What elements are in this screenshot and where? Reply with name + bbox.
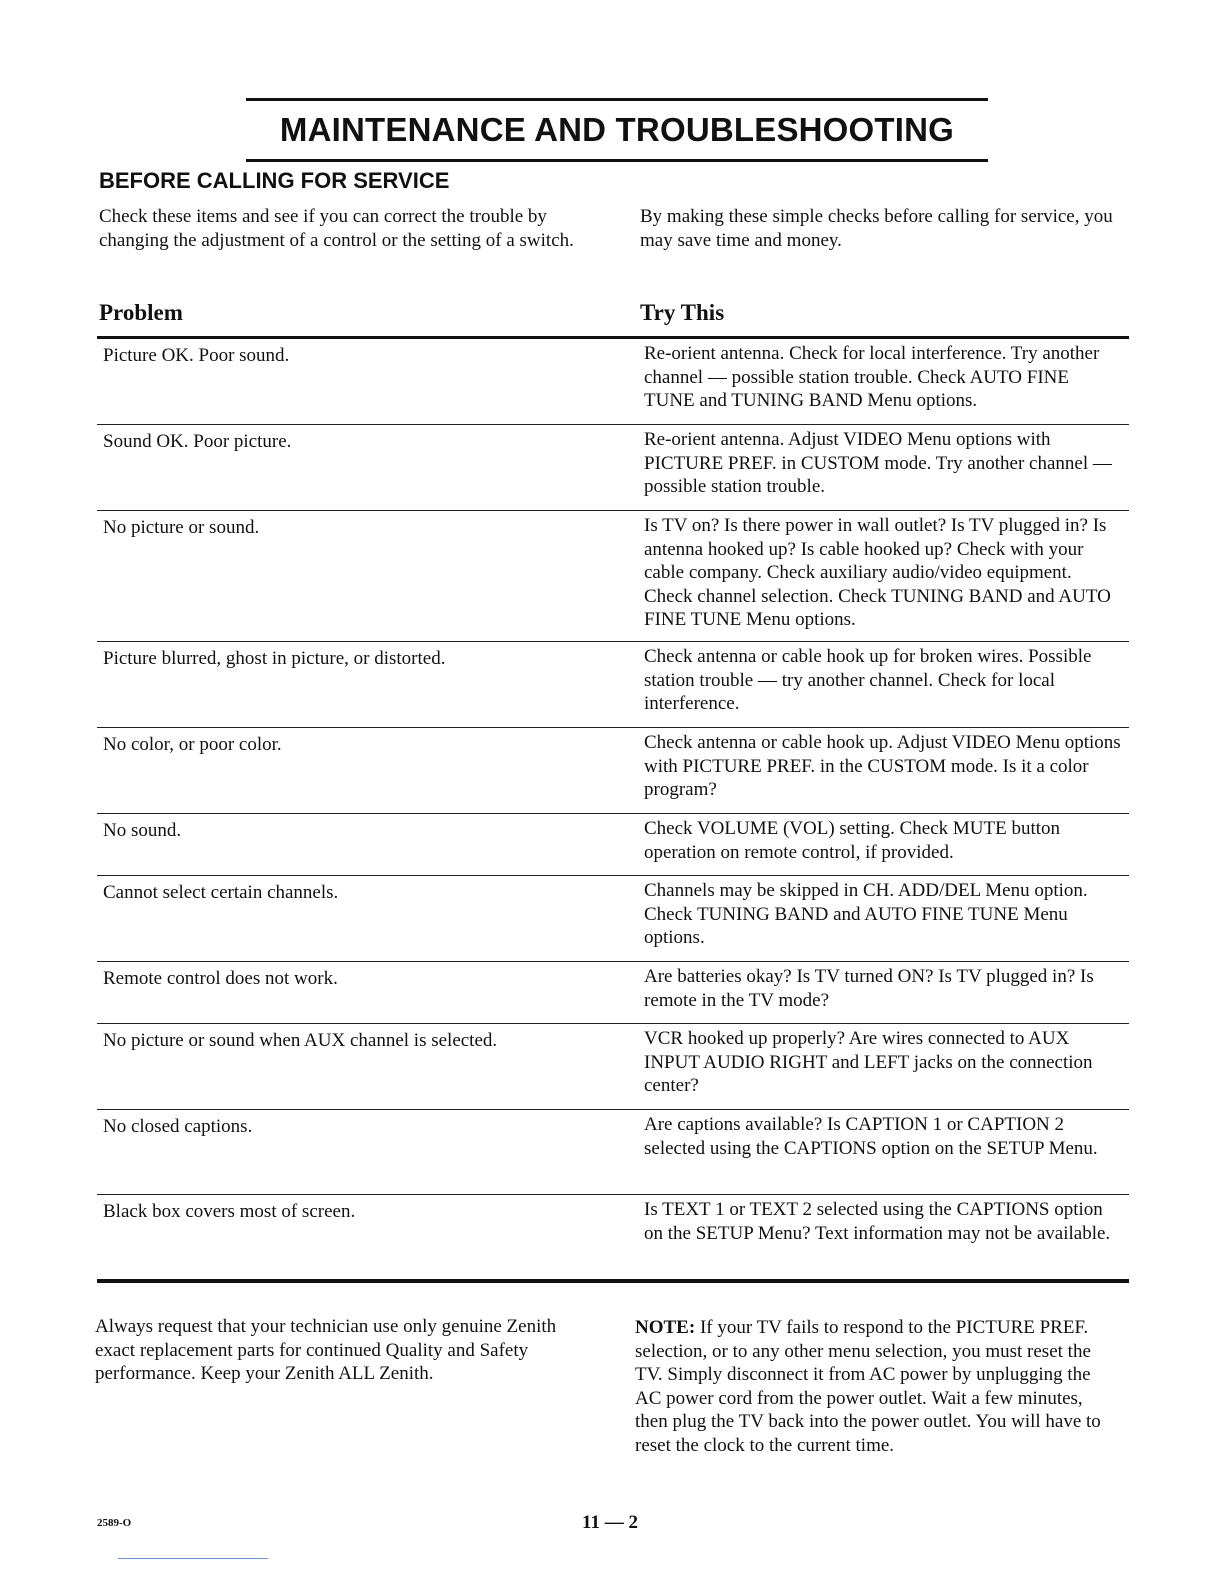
try-this-column-header: Try This: [640, 300, 725, 325]
document-code: 2589-O: [97, 1517, 132, 1529]
page-number: 11 — 2: [582, 1512, 638, 1533]
problem-cell: No color, or poor color.: [103, 734, 282, 755]
table-row: [97, 642, 1129, 728]
solution-cell: Channels may be skipped in CH. ADD/DEL Menu option. Check TUNING BAND and AUTO FINE TUNE Menu options.: [644, 880, 1088, 948]
intro-right-paragraph: By making these simple checks before calling for service, you may save time and money.: [640, 206, 1113, 251]
solution-cell: Check antenna or cable hook up. Adjust VIDEO Menu options with PICTURE PREF. in the CUSTOM mode. Is it a color program?: [644, 732, 1121, 800]
solution-cell: VCR hooked up properly? Are wires connected to AUX INPUT AUDIO RIGHT and LEFT jacks on the connection center?: [644, 1028, 1093, 1096]
problem-cell: No picture or sound when AUX channel is selected.: [103, 1030, 498, 1051]
problem-cell: Remote control does not work.: [103, 968, 338, 989]
problem-column-header: Problem: [99, 300, 183, 325]
problem-cell: No sound.: [103, 820, 182, 841]
table-row: [97, 1024, 1129, 1110]
solution-cell: Check antenna or cable hook up for broken wires. Possible station trouble — try another channel. Check for local interference.: [644, 646, 1092, 714]
table-row: [97, 1195, 1129, 1279]
scan-edge-line: [118, 1558, 268, 1559]
problem-cell: Picture blurred, ghost in picture, or distorted.: [103, 648, 446, 669]
parts-notice: Always request that your technician use only genuine Zenith exact replacement parts for continued Quality and Safety performance. Keep your Zenith ALL Zenith.: [95, 1316, 557, 1384]
title-bar: [246, 98, 988, 162]
problem-cell: Black box covers most of screen.: [103, 1201, 356, 1222]
troubleshooting-table: [97, 339, 1129, 1279]
solution-cell: Is TEXT 1 or TEXT 2 selected using the CAPTIONS option on the SETUP Menu? Text information may not be available.: [644, 1199, 1111, 1244]
table-row: [97, 425, 1129, 511]
solution-cell: Are captions available? Is CAPTION 1 or CAPTION 2 selected using the CAPTIONS option on the SETUP Menu.: [644, 1114, 1098, 1159]
problem-cell: Sound OK. Poor picture.: [103, 431, 292, 452]
problem-cell: No picture or sound.: [103, 517, 260, 538]
table-row: [97, 728, 1129, 814]
table-row: [97, 814, 1129, 876]
solution-cell: Check VOLUME (VOL) setting. Check MUTE button operation on remote control, if provided.: [644, 818, 1061, 863]
table-row: [97, 1110, 1129, 1195]
table-row: [97, 962, 1129, 1024]
solution-cell: Are batteries okay? Is TV turned ON? Is TV plugged in? Is remote in the TV mode?: [644, 966, 1094, 1011]
solution-cell: Re-orient antenna. Adjust VIDEO Menu options with PICTURE PREF. in CUSTOM mode. Try another channel — possible station trouble.: [644, 429, 1112, 497]
note-label: NOTE:: [635, 1317, 696, 1338]
problem-cell: No closed captions.: [103, 1116, 253, 1137]
intro-left-paragraph: Check these items and see if you can correct the trouble by changing the adjustment of a control or the setting of a switch.: [99, 206, 574, 251]
note-text: If your TV fails to respond to the PICTURE PREF. selection, or to any other menu selection, you must reset the TV. Simply disconnect it from AC power by unplugging the AC power cord from the power outlet. Wait a few minutes, then plug the TV back into the power outlet. You will have to reset the clock to the current time.: [635, 1317, 1101, 1456]
table-row: [97, 511, 1129, 642]
note-paragraph: [635, 1316, 1120, 1457]
problem-cell: Cannot select certain channels.: [103, 882, 339, 903]
solution-cell: Is TV on? Is there power in wall outlet? Is TV plugged in? Is antenna hooked up? Is cable hooked up? Check with your cable company. Check auxiliary audio/video equipment. Check channel selection. Check TUNING BAND and AUTO FINE TUNE Menu options.: [644, 515, 1111, 630]
table-row: [97, 339, 1129, 425]
problem-cell: Picture OK. Poor sound.: [103, 345, 290, 366]
table-row: [97, 876, 1129, 962]
table-bottom-rule: [97, 1279, 1129, 1283]
solution-cell: Re-orient antenna. Check for local interference. Try another channel — possible station trouble. Check AUTO FINE TUNE and TUNING BAND Menu options.: [644, 343, 1100, 411]
section-heading: BEFORE CALLING FOR SERVICE: [99, 168, 450, 193]
page-title: MAINTENANCE AND TROUBLESHOOTING: [279, 111, 955, 148]
